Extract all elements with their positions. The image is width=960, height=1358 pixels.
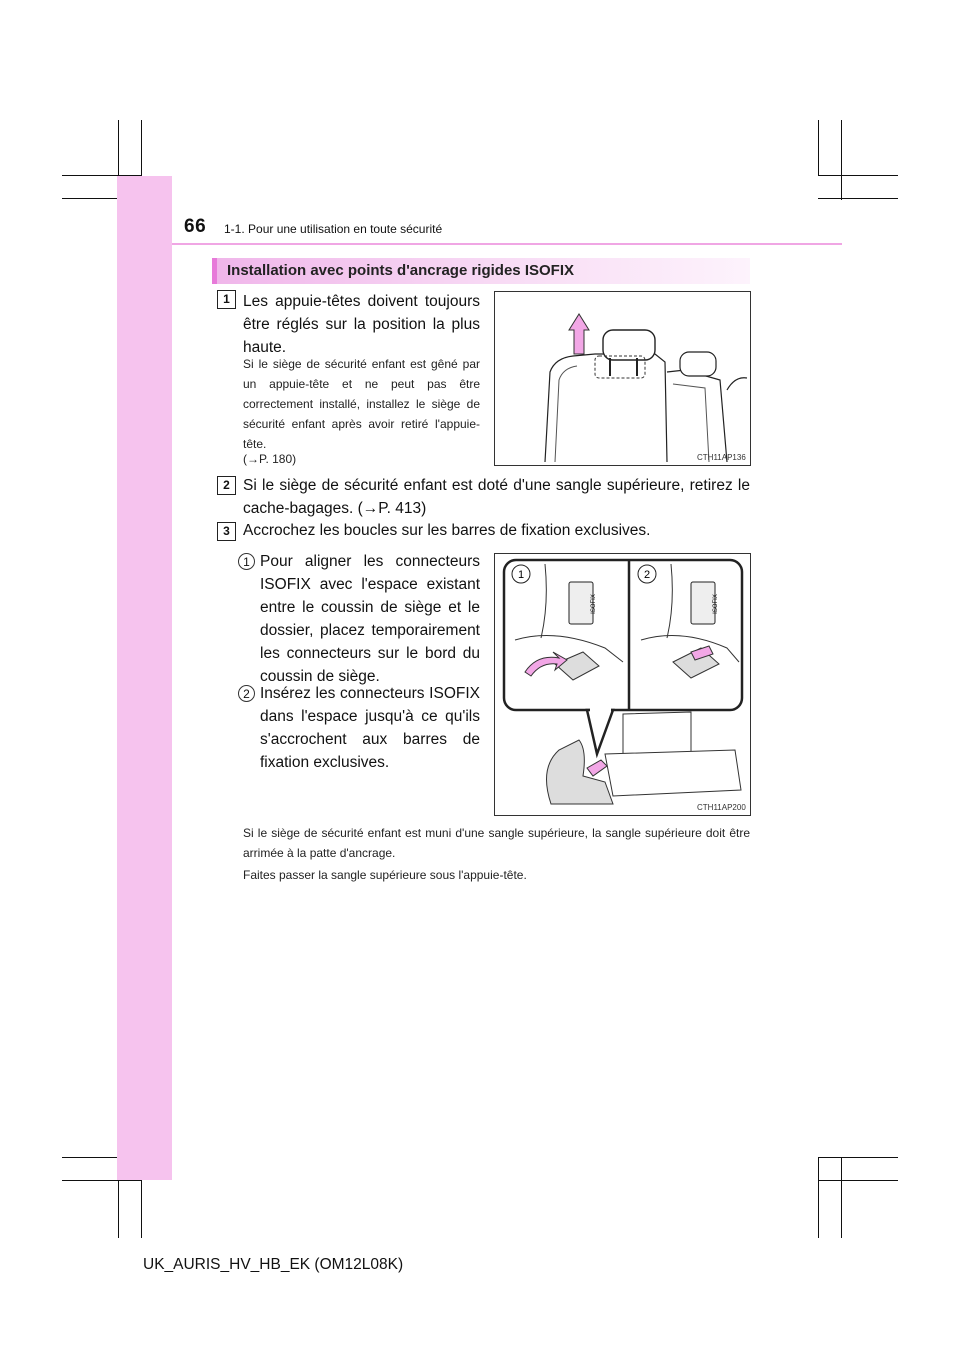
substep-1-text: Pour aligner les connecteurs ISOFIX avec l'espace existant entre le coussin de siège et le dossier, placez temporairement les connecteurs sur le bord du coussin de siège.: [260, 553, 480, 685]
crop-mark: [841, 120, 842, 200]
crop-mark: [118, 120, 119, 176]
page-number: 66: [184, 216, 207, 237]
crop-mark: [118, 1180, 119, 1238]
step-number-2: 2: [217, 476, 236, 495]
header-divider: [172, 243, 842, 245]
isofix-label-right: ISOFIX: [713, 594, 719, 614]
substep-2-text: Insérez les connecteurs ISOFIX dans l'espace jusqu'à ce qu'ils s'accrochent aux barres de fixation exclusives.: [260, 685, 480, 771]
footer-code: UK_AURIS_HV_HB_EK (OM12L08K): [143, 1256, 404, 1273]
crop-mark: [818, 1157, 898, 1158]
crop-mark: [818, 1157, 819, 1238]
isofix-label-left: ISOFIX: [591, 594, 597, 614]
figure-2-code: CTH11AP200: [697, 803, 746, 812]
isofix-illustration: [495, 554, 750, 815]
step-number-1: 1: [217, 290, 236, 309]
substep-number-1: 1: [238, 553, 255, 570]
figure-isofix: [494, 553, 751, 816]
fig2-callout-1: 1: [517, 569, 525, 581]
step-1-note: Si le siège de sécurité enfant est gêné par un appuie-tête et ne peut pas être correctement installé, installez le siège de sécurité enfant après avoir retiré l'appuie-tête.: [243, 357, 480, 451]
note-strap-routing: Faites passer la sangle supérieure sous l'appuie-tête.: [243, 868, 527, 882]
substep-number-2: 2: [238, 685, 255, 702]
crop-mark: [818, 120, 819, 176]
step-number-3: 3: [217, 522, 236, 541]
section-title: Installation avec points d'ancrage rigides ISOFIX: [212, 258, 750, 284]
crop-mark: [818, 1180, 898, 1181]
sidebar-tab: [117, 176, 172, 1180]
figure-headrest: [494, 291, 751, 466]
step-2-text: Si le siège de sécurité enfant est doté d'une sangle supérieure, retirez le cache-bagages. (→P. 413): [243, 477, 750, 517]
fig2-callout-2: 2: [643, 569, 651, 581]
crop-mark: [62, 1180, 142, 1181]
figure-1-code: CTH11AP136: [697, 453, 746, 462]
crop-mark: [818, 175, 898, 176]
note-top-tether: Si le siège de sécurité enfant est muni d'une sangle supérieure, la sangle supérieure doit être arrimée à la patte d'ancrage.: [243, 826, 750, 860]
crop-mark: [141, 1180, 142, 1238]
step-1-note-ref: (→P. 180): [243, 452, 297, 466]
headrest-illustration: [495, 292, 750, 465]
crop-mark: [841, 1157, 842, 1238]
step-3-text: Accrochez les boucles sur les barres de fixation exclusives.: [243, 522, 651, 539]
step-1-text: Les appuie-têtes doivent toujours être réglés sur la position la plus haute.: [243, 293, 480, 356]
crop-mark: [818, 198, 898, 199]
header-title: 1-1. Pour une utilisation en toute sécurité: [224, 222, 443, 236]
